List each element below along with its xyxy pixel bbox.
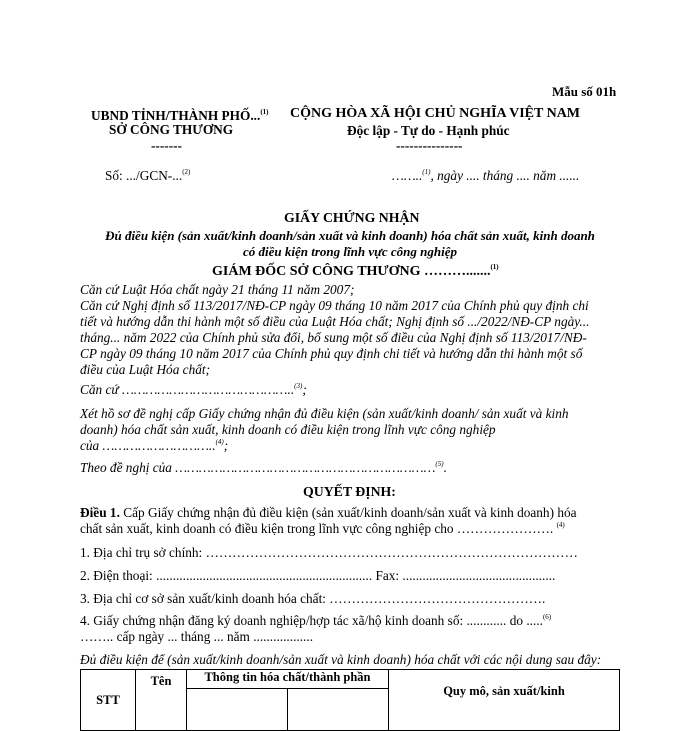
table-header-scale: Quy mô, sản xuất/kinh	[389, 670, 620, 731]
authority-name: UBND TỈNH/THÀNH PHỐ...$^{(1)}$	[91, 108, 269, 123]
preamble-line-3: tiết và hướng dẫn thi hành một số điều của Luật Hóa chất; Nghị định số .../2022/NĐ-CP ngày...	[80, 314, 590, 329]
preamble-theo: Theo đề nghị của …………………………………………………………$^{(5)}$.	[80, 460, 447, 475]
preamble-line-5: CP ngày 09 tháng 10 năm 2017 của Chính phủ quy định chi tiết và hướng dẫn thi hành một số	[80, 346, 583, 361]
document-subtitle-line-1: Đủ điều kiện (sản xuất/kinh doanh/sản xuất và kinh doanh) hóa chất sản xuất, kinh doanh	[105, 228, 595, 243]
preamble-line-4: tháng... năm 2022 của Chính phủ sửa đổi, bổ sung một số điều của Nghị định số 113/2017/NĐ-	[80, 330, 587, 345]
article-1-item-1: 1. Địa chỉ trụ sở chính: …………………………………………………………………………	[80, 545, 578, 560]
article-1-item-3: 3. Địa chỉ cơ sở sản xuất/kinh doanh hóa chất: ………………………………………….	[80, 591, 546, 606]
document-title: GIẤY CHỨNG NHẬN	[284, 210, 420, 225]
preamble-can-cu: Căn cứ ……………………………………..$^{(3)}$;	[80, 382, 307, 397]
conditions-intro: Đủ điều kiện để (sản xuất/kinh doanh/sản xuất và kinh doanh) hóa chất với các nội dung sau đây:	[80, 652, 602, 667]
article-1-item-2: 2. Điện thoại: ................................................................. Fax: ..............................................	[80, 568, 556, 583]
nation-title: CỘNG HÒA XÃ HỘI CHỦ NGHĨA VIỆT NAM	[290, 106, 581, 121]
preamble-xet-line-1: Xét hồ sơ đề nghị cấp Giấy chứng nhận đủ điều kiện (sản xuất/kinh doanh/ sản xuất và kinh	[80, 406, 569, 421]
form-code: Mẫu số 01h	[552, 84, 617, 99]
table-header-name: Tên	[136, 670, 187, 731]
place-date: ……..$^{(1)}$, ngày .... tháng .... năm ......	[392, 168, 580, 183]
preamble-line-2: Căn cứ Nghị định số 113/2017/NĐ-CP ngày 09 tháng 10 năm 2017 của Chính phủ quy định chi	[80, 298, 589, 313]
article-1-item-4-line-1: 4. Giấy chứng nhận đăng ký doanh nghiệp/hợp tác xã/hộ kinh doanh số: ............ do .....$^{(6)}$	[80, 613, 552, 628]
preamble-line-1: Căn cứ Luật Hóa chất ngày 21 tháng 11 năm 2007;	[80, 282, 355, 297]
left-divider: -------	[151, 138, 182, 153]
decision-heading: QUYẾT ĐỊNH:	[303, 484, 396, 499]
national-motto: Độc lập - Tự do - Hạnh phúc	[347, 123, 510, 138]
table-header-stt: STT	[81, 670, 136, 731]
article-1-line-1: Điều 1. Cấp Giấy chứng nhận đủ điều kiện (sản xuất/kinh doanh/sản xuất và kinh doanh) hóa	[80, 505, 577, 520]
preamble-xet-line-2: doanh) hóa chất sản xuất, kinh doanh có điều kiện trong lĩnh vực công nghiệp	[80, 422, 496, 437]
director-line: GIÁM ĐỐC SỞ CÔNG THƯƠNG ……….......$^{(1)}$	[212, 263, 499, 279]
chemical-table	[80, 669, 620, 731]
table-subheader-cell-1	[187, 689, 288, 731]
table-header-info: Thông tin hóa chất/thành phần	[187, 670, 389, 689]
document-subtitle-line-2: có điều kiện trong lĩnh vực công nghiệp	[243, 244, 457, 259]
department-name: SỞ CÔNG THƯƠNG	[109, 122, 234, 137]
preamble-line-6: điều của Luật Hóa chất;	[80, 362, 210, 377]
document-number: Số: .../GCN-...$^{(2)}$	[105, 168, 191, 183]
right-divider: ---------------	[396, 138, 463, 153]
article-1-item-4-line-2: …….. cấp ngày ... tháng ... năm ..................	[80, 629, 314, 644]
preamble-xet-line-3: của ………………………..$^{(4)}$;	[80, 438, 229, 453]
article-1-line-2: chất sản xuất, kinh doanh có điều kiện trong lĩnh vực công nghiệp cho …………………. $^{(4)}$	[80, 521, 565, 536]
table-subheader-cell-2	[288, 689, 389, 731]
